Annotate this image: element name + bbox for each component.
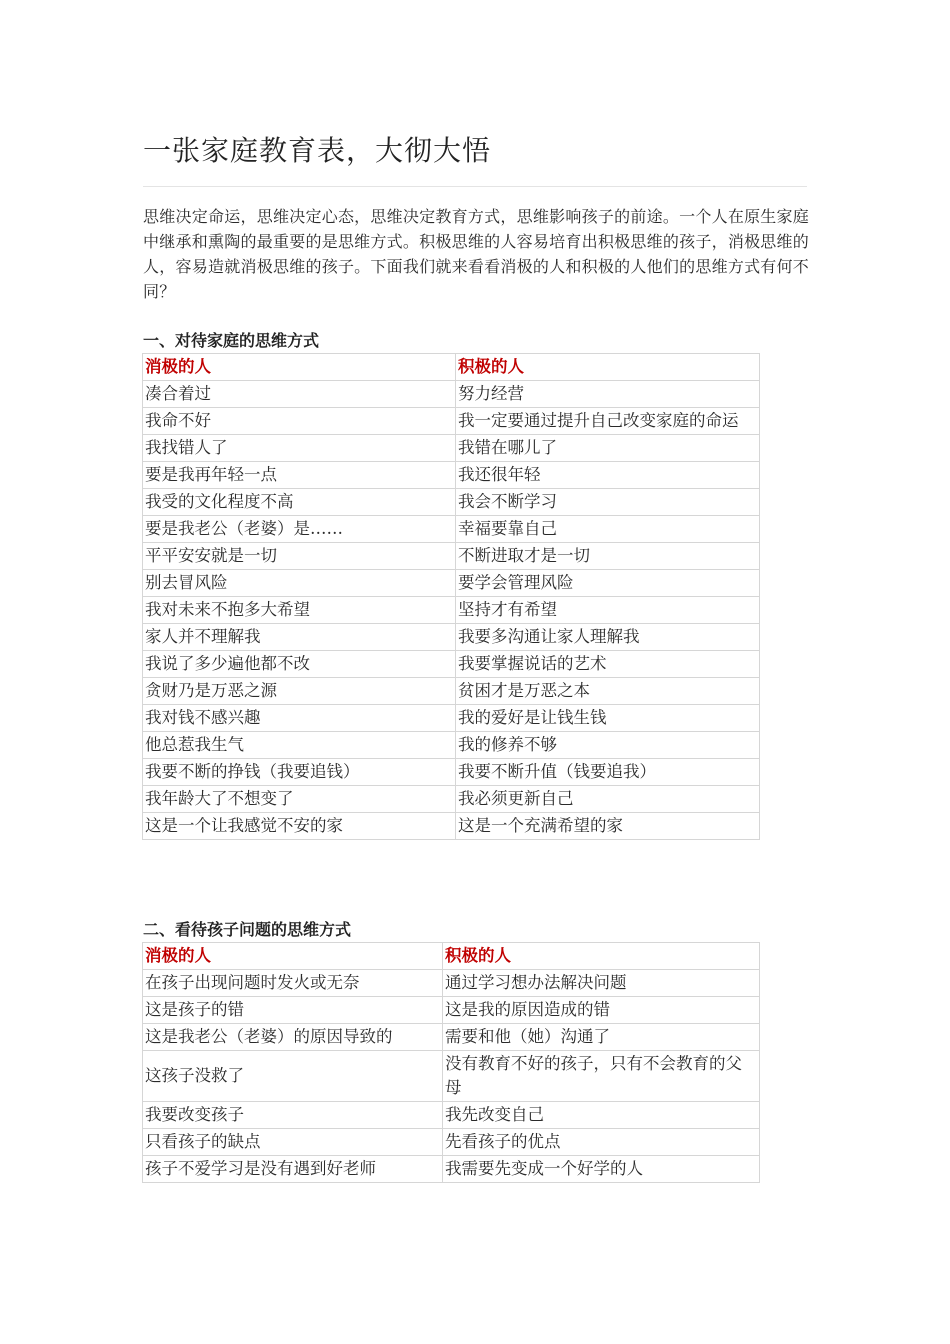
positive-cell: 我还很年轻	[456, 462, 760, 489]
table-row	[143, 997, 760, 1024]
negative-cell: 只看孩子的缺点	[143, 1129, 443, 1156]
table-row	[143, 597, 760, 624]
negative-cell: 要是我老公（老婆）是……	[143, 516, 456, 543]
table-row	[143, 489, 760, 516]
page-title: 一张家庭教育表，大彻大悟	[143, 134, 492, 167]
negative-cell: 凑合着过	[143, 381, 456, 408]
table-row	[143, 624, 760, 651]
table-row	[143, 1129, 760, 1156]
section-heading-family: 一、对待家庭的思维方式	[143, 331, 320, 350]
positive-cell: 这是一个充满希望的家	[456, 813, 760, 840]
negative-cell: 他总惹我生气	[143, 732, 456, 759]
positive-cell: 努力经营	[456, 381, 760, 408]
table-row	[143, 970, 760, 997]
negative-cell: 我命不好	[143, 408, 456, 435]
negative-cell: 平平安安就是一切	[143, 543, 456, 570]
positive-cell: 我要多沟通让家人理解我	[456, 624, 760, 651]
positive-cell: 坚持才有希望	[456, 597, 760, 624]
negative-cell: 这是一个让我感觉不安的家	[143, 813, 456, 840]
negative-cell: 要是我再年轻一点	[143, 462, 456, 489]
children-thinking-table	[142, 942, 760, 1183]
positive-cell: 幸福要靠自己	[456, 516, 760, 543]
table-row	[143, 759, 760, 786]
negative-cell: 贪财乃是万恶之源	[143, 678, 456, 705]
table-row	[143, 570, 760, 597]
table-row	[143, 516, 760, 543]
table-row	[143, 543, 760, 570]
negative-cell: 在孩子出现问题时发火或无奈	[143, 970, 443, 997]
positive-cell: 通过学习想办法解决问题	[443, 970, 760, 997]
negative-cell: 这是孩子的错	[143, 997, 443, 1024]
header-negative: 消极的人	[143, 943, 443, 970]
negative-cell: 我受的文化程度不高	[143, 489, 456, 516]
table-row	[143, 462, 760, 489]
positive-cell: 我要不断升值（钱要追我）	[456, 759, 760, 786]
negative-cell: 我说了多少遍他都不改	[143, 651, 456, 678]
table-header-row	[143, 354, 760, 381]
table-row	[143, 678, 760, 705]
positive-cell: 没有教育不好的孩子，只有不会教育的父母	[443, 1051, 760, 1102]
negative-cell: 我要改变孩子	[143, 1102, 443, 1129]
positive-cell: 需要和他（她）沟通了	[443, 1024, 760, 1051]
table-row	[143, 381, 760, 408]
negative-cell: 我找错人了	[143, 435, 456, 462]
negative-cell: 这是我老公（老婆）的原因导致的	[143, 1024, 443, 1051]
positive-cell: 我一定要通过提升自己改变家庭的命运	[456, 408, 760, 435]
positive-cell: 贫困才是万恶之本	[456, 678, 760, 705]
table-row	[143, 732, 760, 759]
positive-cell: 不断进取才是一切	[456, 543, 760, 570]
positive-cell: 我先改变自己	[443, 1102, 760, 1129]
negative-cell: 我对钱不感兴趣	[143, 705, 456, 732]
table-row	[143, 408, 760, 435]
family-thinking-table	[142, 353, 760, 840]
title-divider	[143, 186, 807, 187]
positive-cell: 我的爱好是让钱生钱	[456, 705, 760, 732]
positive-cell: 我的修养不够	[456, 732, 760, 759]
table-row	[143, 1156, 760, 1183]
table-row	[143, 813, 760, 840]
positive-cell: 要学会管理风险	[456, 570, 760, 597]
positive-cell: 我要掌握说话的艺术	[456, 651, 760, 678]
header-positive: 积极的人	[443, 943, 760, 970]
negative-cell: 我要不断的挣钱（我要追钱）	[143, 759, 456, 786]
negative-cell: 家人并不理解我	[143, 624, 456, 651]
positive-cell: 我错在哪儿了	[456, 435, 760, 462]
table-row	[143, 435, 760, 462]
table-header-row	[143, 943, 760, 970]
positive-cell: 这是我的原因造成的错	[443, 997, 760, 1024]
section-heading-children: 二、看待孩子问题的思维方式	[143, 920, 352, 939]
table-row	[143, 786, 760, 813]
table-row	[143, 705, 760, 732]
positive-cell: 我必须更新自己	[456, 786, 760, 813]
header-negative: 消极的人	[143, 354, 456, 381]
table-row	[143, 1102, 760, 1129]
positive-cell: 先看孩子的优点	[443, 1129, 760, 1156]
table-row	[143, 651, 760, 678]
header-positive: 积极的人	[456, 354, 760, 381]
negative-cell: 孩子不爱学习是没有遇到好老师	[143, 1156, 443, 1183]
negative-cell: 别去冒风险	[143, 570, 456, 597]
negative-cell: 这孩子没救了	[143, 1051, 443, 1102]
negative-cell: 我年龄大了不想变了	[143, 786, 456, 813]
positive-cell: 我会不断学习	[456, 489, 760, 516]
positive-cell: 我需要先变成一个好学的人	[443, 1156, 760, 1183]
negative-cell: 我对未来不抱多大希望	[143, 597, 456, 624]
table-row	[143, 1051, 760, 1102]
table-row	[143, 1024, 760, 1051]
intro-paragraph: 思维决定命运，思维决定心态，思维决定教育方式，思维影响孩子的前途。一个人在原生家庭中继承和熏陶的最重要的是思维方式。积极思维的人容易培育出积极思维的孩子，消极思维的人，容易造就消极思维的孩子。下面我们就来看看消极的人和积极的人他们的思维方式有何不同？	[143, 207, 809, 301]
